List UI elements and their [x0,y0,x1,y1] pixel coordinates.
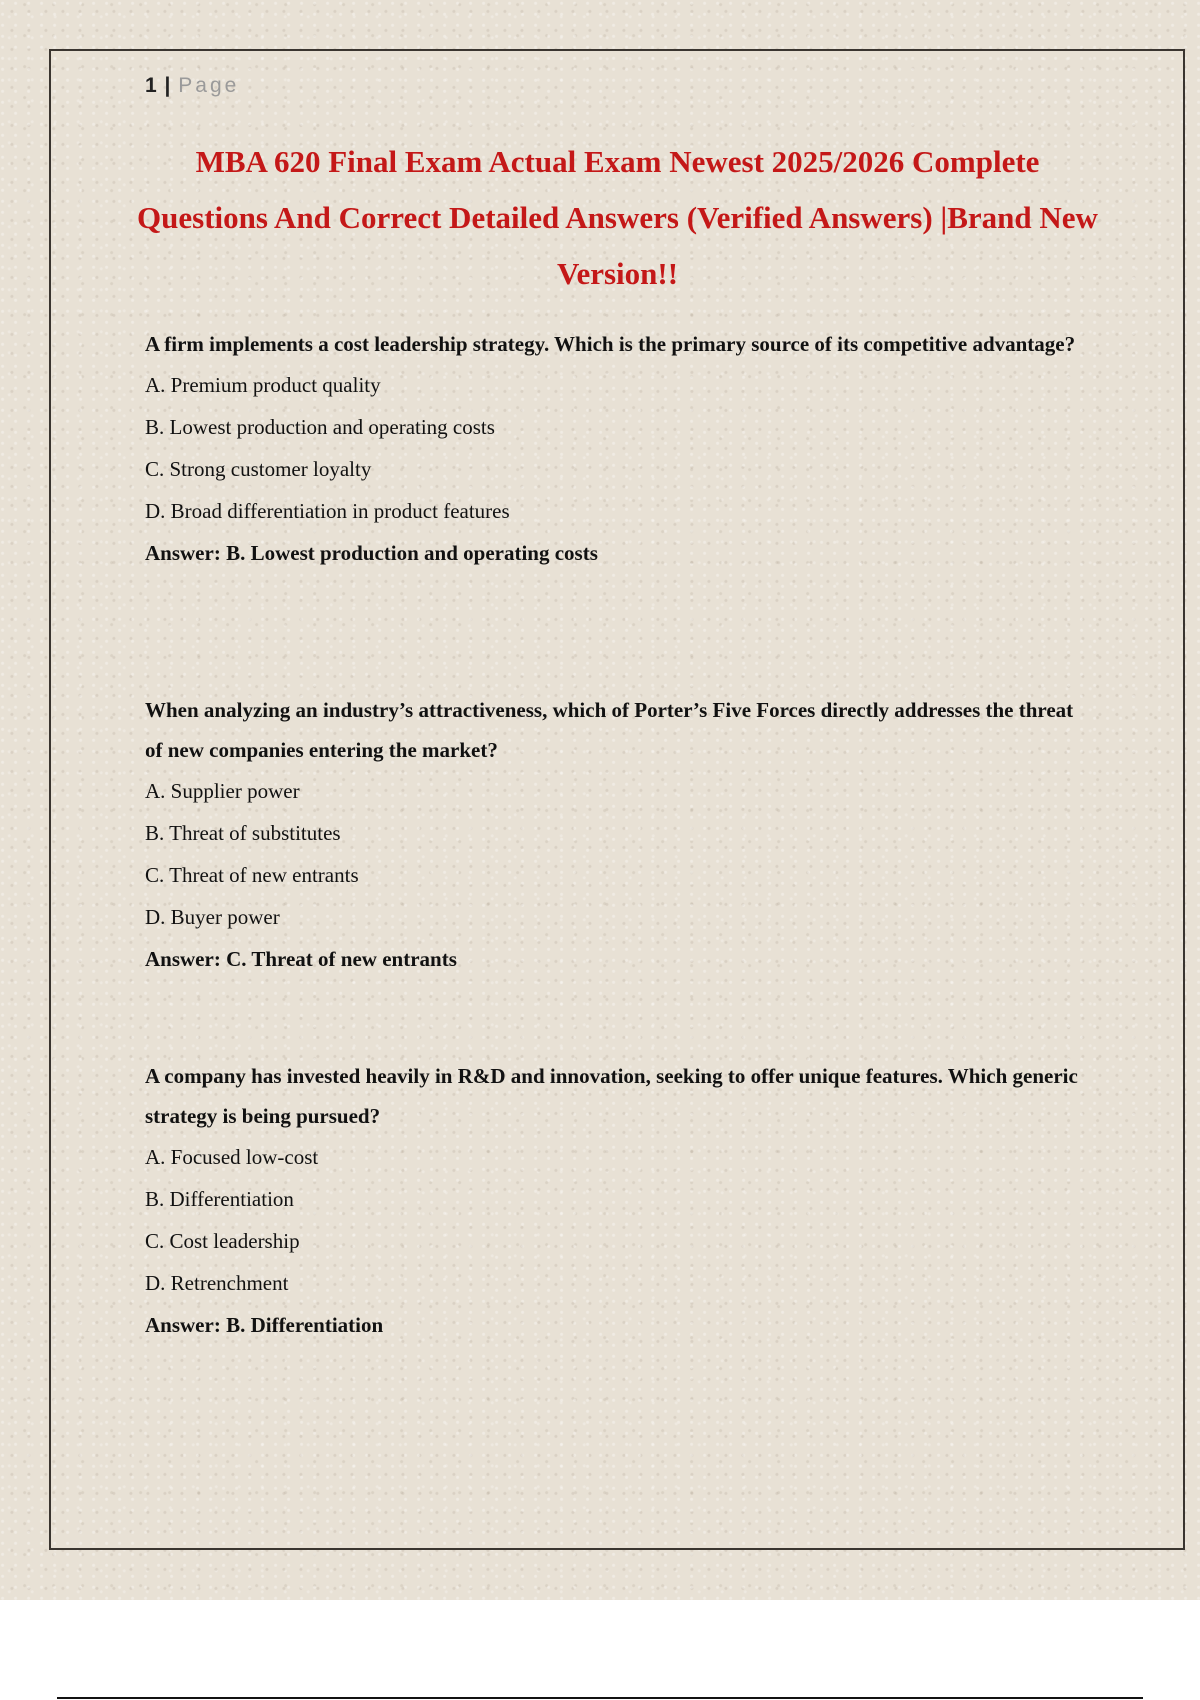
question-text: A firm implements a cost leadership strategy. Which is the primary source of its competitive advantage? [145,332,1076,356]
page-label: Page [178,74,240,97]
option-b: B. Lowest production and operating costs [145,415,495,439]
option-a: A. Focused low-cost [145,1145,319,1169]
answer: Answer: C. Threat of new entrants [145,947,457,971]
question-block-1 [145,324,1090,574]
option-a: A. Premium product quality [145,373,381,397]
question-block-3 [145,1056,1090,1346]
option-b: B. Threat of substitutes [145,821,341,845]
option-a: A. Supplier power [145,779,300,803]
document-title: MBA 620 Final Exam Actual Exam Newest 2025/2026 Complete Questions And Correct Detailed Answers (Verified Answers) |Brand New Version!! [137,144,1098,291]
option-c: C. Threat of new entrants [145,863,359,887]
option-c: C. Strong customer loyalty [145,457,372,481]
question-block-2 [145,690,1090,980]
option-d: D. Buyer power [145,905,280,929]
page-number-separator: | [164,74,172,97]
option-d: D. Retrenchment [145,1271,289,1295]
answer: Answer: B. Differentiation [145,1313,384,1337]
question-text: When analyzing an industry’s attractiveness, which of Porter’s Five Forces directly addresses the threat of new companies entering the market? [145,698,1074,762]
answer: Answer: B. Lowest production and operating costs [145,541,598,565]
footer-divider [57,1697,1143,1699]
page-number [145,74,239,98]
option-b: B. Differentiation [145,1187,294,1211]
page-number-value: 1 [145,74,158,97]
question-text: A company has invested heavily in R&D and innovation, seeking to offer unique features. Which generic strategy is being pursued? [145,1064,1078,1128]
option-c: C. Cost leadership [145,1229,300,1253]
option-d: D. Broad differentiation in product features [145,499,510,523]
